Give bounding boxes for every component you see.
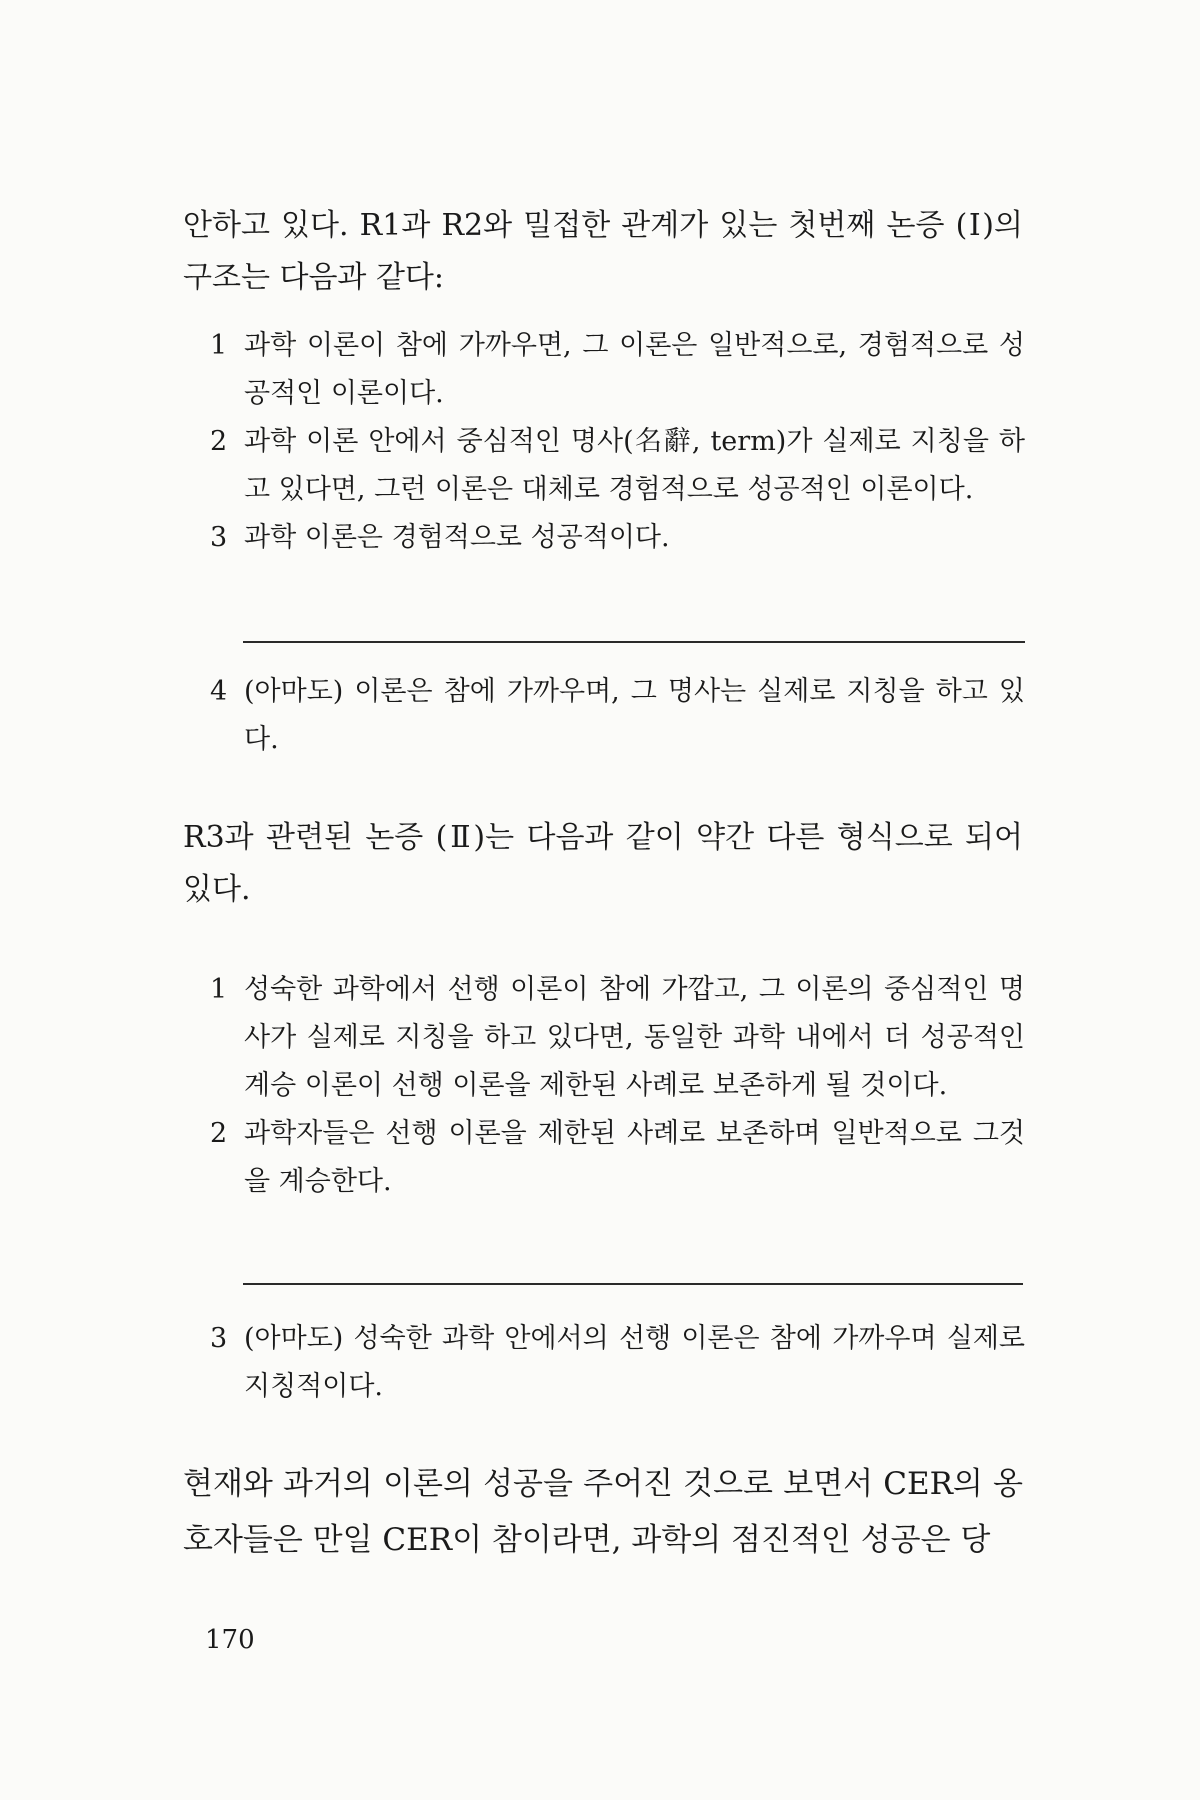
argument-2-conclusion-item — [210, 1315, 1025, 1411]
argument-2-premise-2 — [210, 1110, 1025, 1206]
premise-text: 과학 이론은 경험적으로 성공적이다. — [244, 522, 670, 553]
closing-paragraph: 현재와 과거의 이론의 성공을 주어진 것으로 보면서 CER의 옹호자들은 만일 CER이 참이라면, 과학의 점진적인 성공은 당 — [183, 1466, 1023, 1558]
premise-number: 1 — [210, 974, 228, 1005]
argument-1-conclusion — [210, 668, 1025, 764]
conclusion-number: 3 — [210, 1323, 228, 1354]
argument-2-conclusion-rule — [243, 1283, 1023, 1285]
premise-text: 과학 이론이 참에 가까우면, 그 이론은 일반적으로, 경험적으로 성공적인 이론이다. — [244, 330, 1025, 409]
argument-2-premise-1 — [210, 966, 1025, 1110]
page-number: 170 — [205, 1625, 255, 1655]
premise-text: 과학자들은 선행 이론을 제한된 사례로 보존하며 일반적으로 그것을 계승한다. — [244, 1118, 1025, 1197]
argument-2-conclusion — [210, 1315, 1025, 1411]
argument-1-premises — [210, 322, 1025, 562]
conclusion-number: 4 — [210, 676, 228, 707]
argument-1-conclusion-item — [210, 668, 1025, 764]
premise-number: 1 — [210, 330, 228, 361]
premise-number: 2 — [210, 1118, 228, 1149]
conclusion-text: (아마도) 이론은 참에 가까우며, 그 명사는 실제로 지칭을 하고 있다. — [244, 676, 1025, 755]
argument-1-premise-2 — [210, 418, 1025, 514]
premise-text: 성숙한 과학에서 선행 이론이 참에 가깝고, 그 이론의 중심적인 명사가 실제로 지칭을 하고 있다면, 동일한 과학 내에서 더 성공적인 계승 이론이 선행 이론을 제한된 사례로 보존하게 될 것이다. — [244, 974, 1025, 1101]
middle-paragraph: R3과 관련된 논증 (Ⅱ)는 다음과 같이 약간 다른 형식으로 되어 있다. — [183, 820, 1023, 907]
premise-number: 3 — [210, 522, 228, 553]
argument-1-premise-1 — [210, 322, 1025, 418]
premise-text: 과학 이론 안에서 중심적인 명사(名辭, term)가 실제로 지칭을 하고 있다면, 그런 이론은 대체로 경험적으로 성공적인 이론이다. — [244, 426, 1025, 505]
argument-1-premise-3 — [210, 514, 1025, 562]
argument-2-premises — [210, 966, 1025, 1206]
argument-1-conclusion-rule — [243, 641, 1025, 643]
premise-number: 2 — [210, 426, 228, 457]
intro-paragraph: 안하고 있다. R1과 R2와 밀접한 관계가 있는 첫번째 논증 (Ⅰ)의 구조는 다음과 같다: — [183, 208, 1023, 295]
conclusion-text: (아마도) 성숙한 과학 안에서의 선행 이론은 참에 가까우며 실제로 지칭적이다. — [244, 1323, 1025, 1402]
